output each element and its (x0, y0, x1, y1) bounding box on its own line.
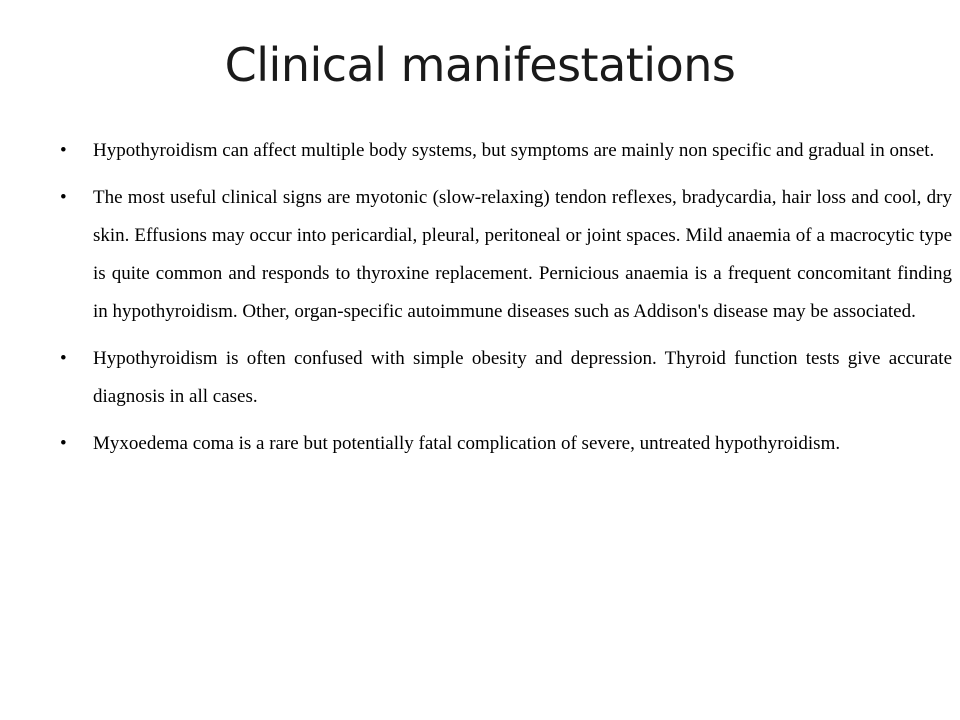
bullet-list (60, 132, 952, 472)
bullet-text: Hypothyroidism is often confused with simple obesity and depression. Thyroid function tests give accurate diagnosis in all cases. (93, 348, 952, 407)
bullet-dot-icon: • (60, 348, 67, 369)
bullet-text: Hypothyroidism can affect multiple body systems, but symptoms are mainly non specific and gradual in onset. (93, 140, 935, 161)
bullet-item-onset (60, 132, 952, 170)
bullet-text: Myxoedema coma is a rare but potentially fatal complication of severe, untreated hypothyroidism. (93, 433, 841, 454)
bullet-dot-icon: • (60, 433, 67, 454)
bullet-item-myxoedema-coma (60, 425, 952, 463)
bullet-dot-icon: • (60, 187, 67, 208)
bullet-dot-icon: • (60, 140, 67, 161)
bullet-text: The most useful clinical signs are myotonic (slow-relaxing) tendon reflexes, bradycardia, hair loss and cool, dry skin. Effusions may occur into pericardial, pleural, peritoneal or joint spaces. Mild anaemia of a macrocytic type is quite common and responds to thyroxine replacement. Pernicious anaemia is a frequent concomitant finding in hypothyroidism. Other, organ-specific autoimmune diseases such as Addison's disease may be associated. (93, 187, 952, 322)
bullet-item-clinical-signs (60, 179, 952, 331)
slide-title: Clinical manifestations (224, 38, 736, 92)
bullet-item-differential (60, 340, 952, 416)
